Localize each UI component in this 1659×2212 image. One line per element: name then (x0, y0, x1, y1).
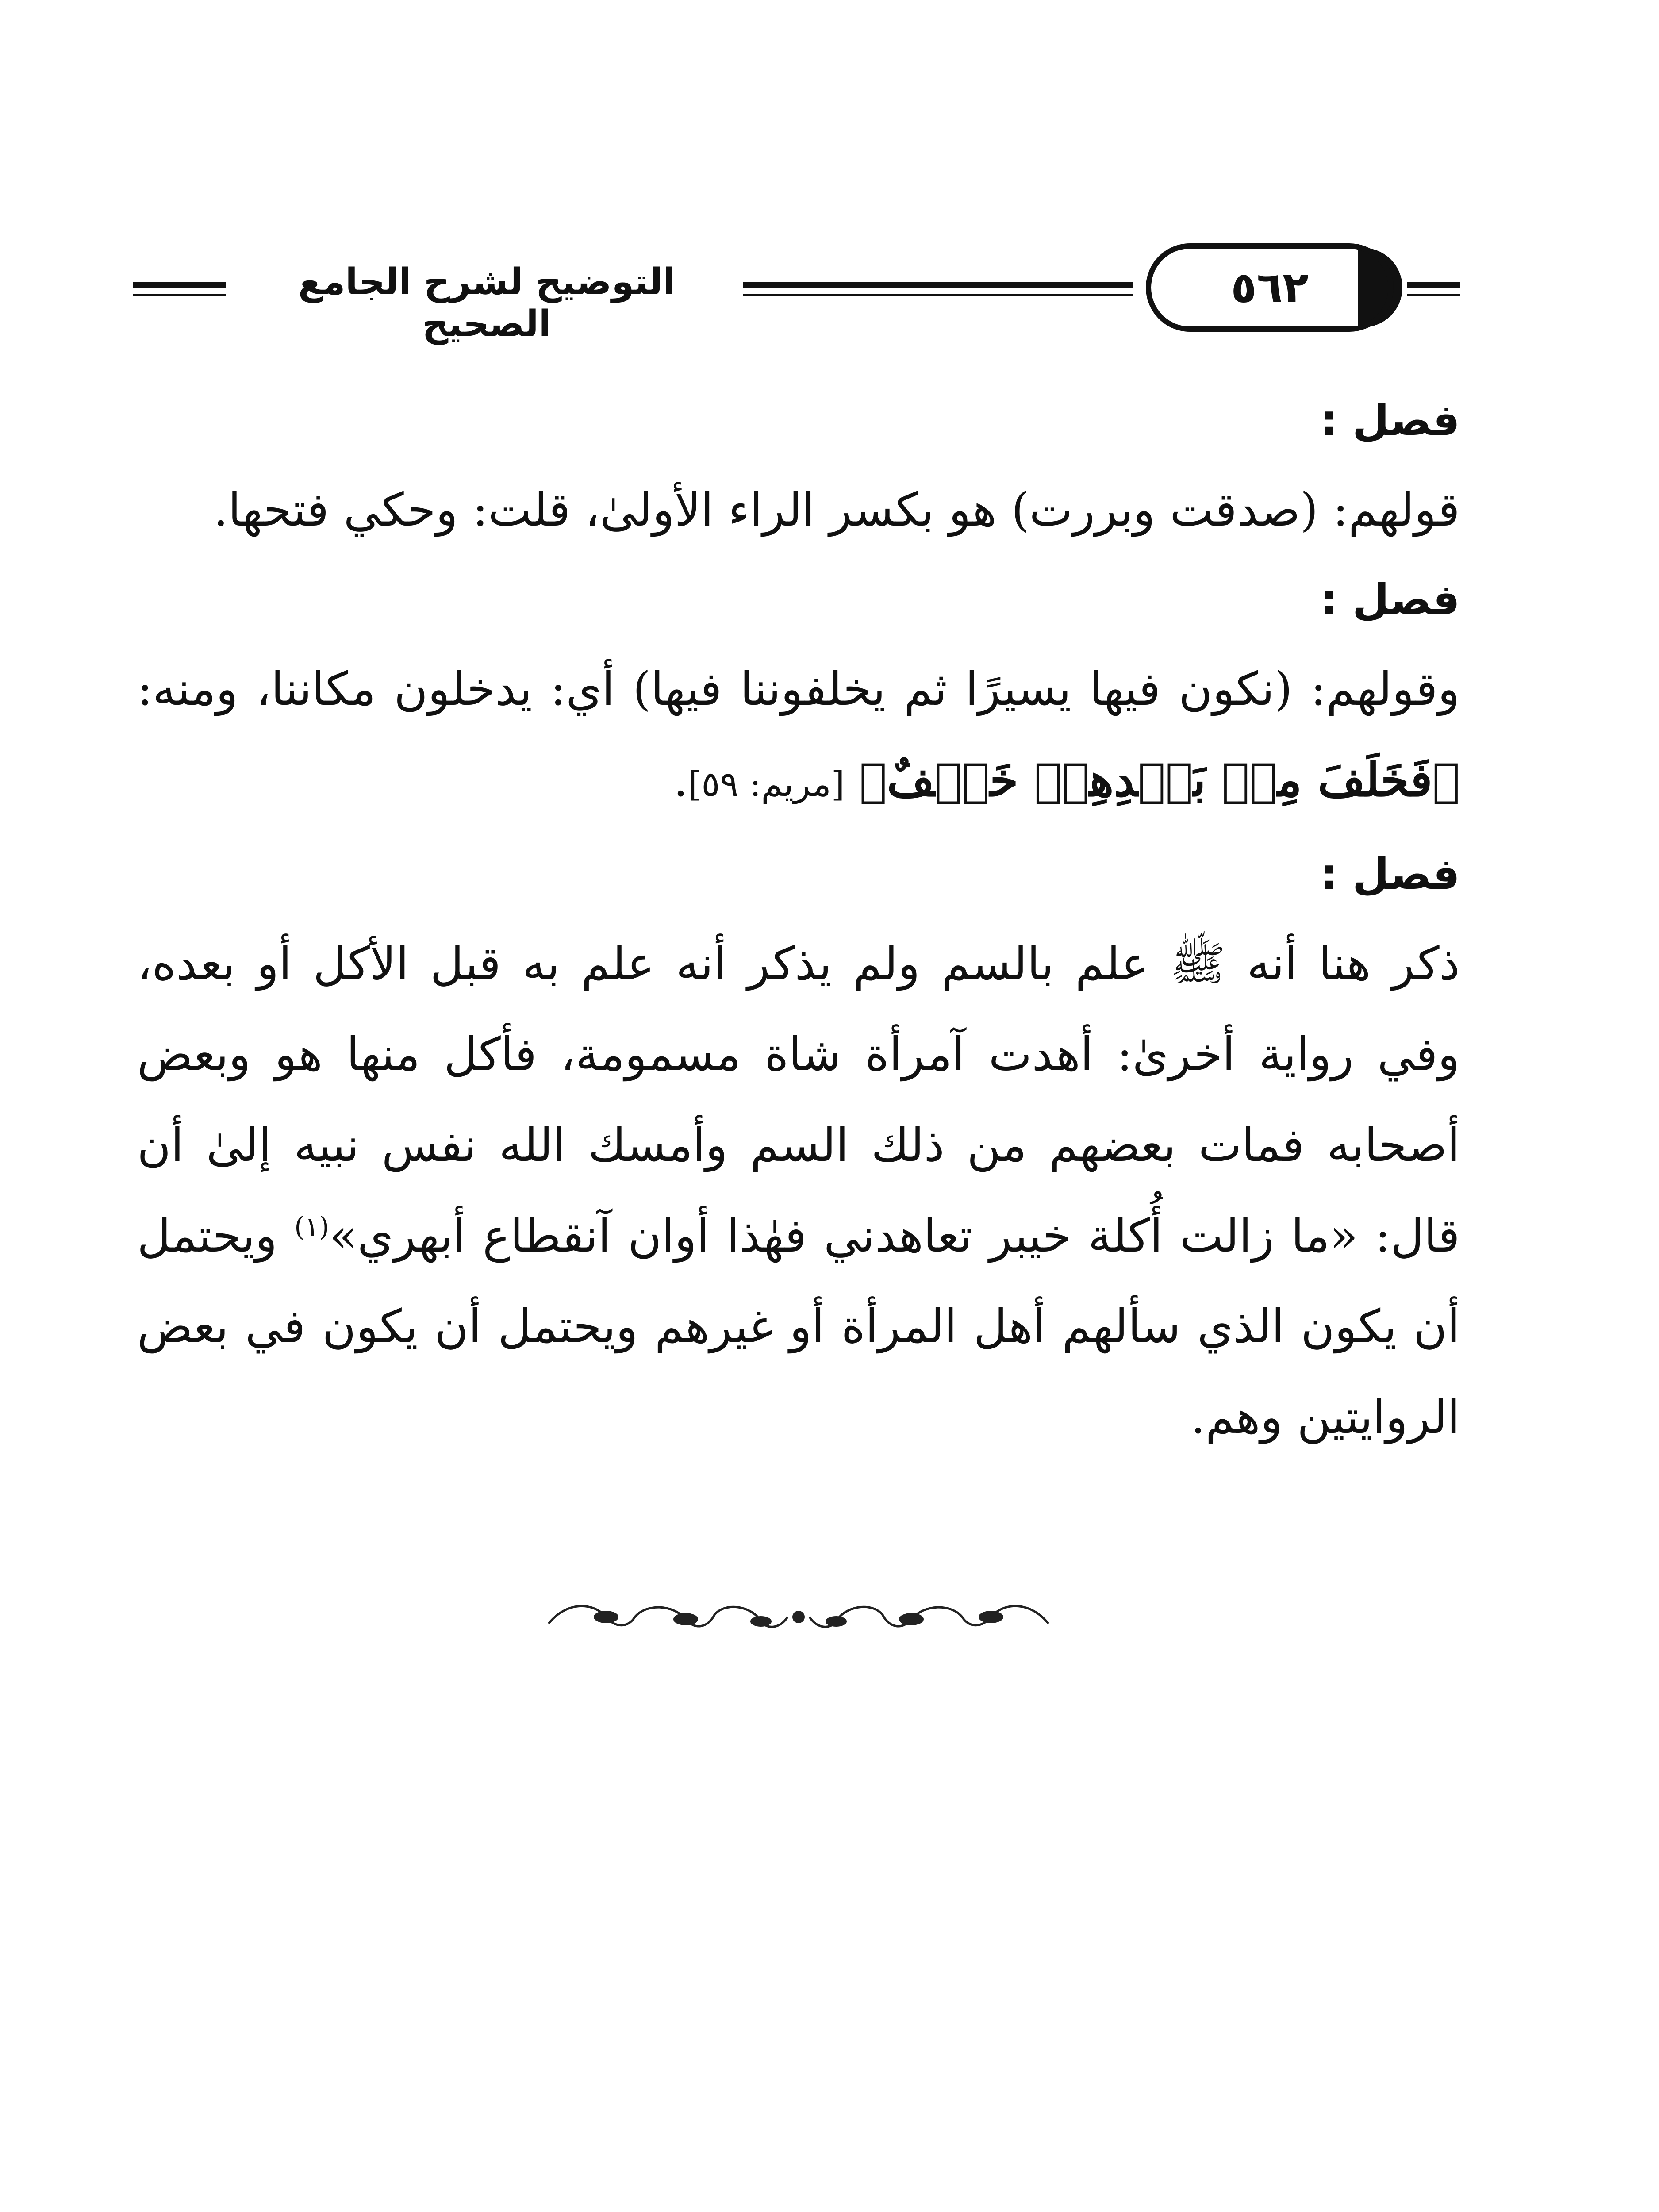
verse-reference: [مريم: ٥٩] (688, 764, 845, 804)
running-title: التوضيح لشرح الجامع الصحيح (298, 261, 676, 345)
paragraph-text: ذكر هنا أنه ﷺ علم بالسم ولم يذكر أنه علم به قبل الأكل أو بعده، وفي رواية أخرىٰ: أهدت آمرأة شاة مسمومة، فأكل منها هو وبعض أصحابه فمات بعضهم من ذلك السم وأمسك الله نفس نبيه إلىٰ أن قال: «ما زالت أُكلة خيبر تعاهدني فهٰذا أوان آنقطاع أبهري» (137, 937, 1460, 1263)
section-heading-3: فصل : (1321, 849, 1460, 899)
header-rule-left (133, 282, 226, 296)
section-heading-1: فصل : (1321, 396, 1460, 445)
paragraph-text-end: . (673, 753, 688, 807)
section-heading-2: فصل : (1321, 575, 1460, 624)
page-number: ٥٦٢ (1231, 263, 1309, 312)
section-paragraph-2 (137, 644, 1460, 830)
header-rule-middle (743, 282, 1133, 296)
paragraph-text-end: ويحتمل أن يكون الذي سألهم أهل المرأة أو غيرهم ويحتمل أن يكون في بعض الروايتين وهم. (137, 1209, 1460, 1444)
page-body (137, 376, 1460, 1463)
section-paragraph-1: قولهم: (صدقت وبررت) هو بكسر الراء الأولىٰ، قلت: وحكي فتحها. (213, 483, 1460, 537)
floral-divider-icon (540, 1597, 1057, 1637)
page-header (133, 230, 1460, 345)
header-rule-right (1407, 282, 1460, 296)
section-paragraph-3 (137, 918, 1460, 1463)
page-number-badge (1146, 243, 1394, 332)
footnote-marker[interactable]: (١) (294, 1211, 330, 1243)
quran-verse: ﴿فَخَلَفَ مِنۢ بَعۡدِهِمۡ خَلۡفٌ﴾ (859, 753, 1460, 807)
paragraph-text: وقولهم: (نكون فيها يسيرًا ثم يخلفوننا فيها) أي: يدخلون مكاننا، ومنه: (137, 662, 1460, 716)
